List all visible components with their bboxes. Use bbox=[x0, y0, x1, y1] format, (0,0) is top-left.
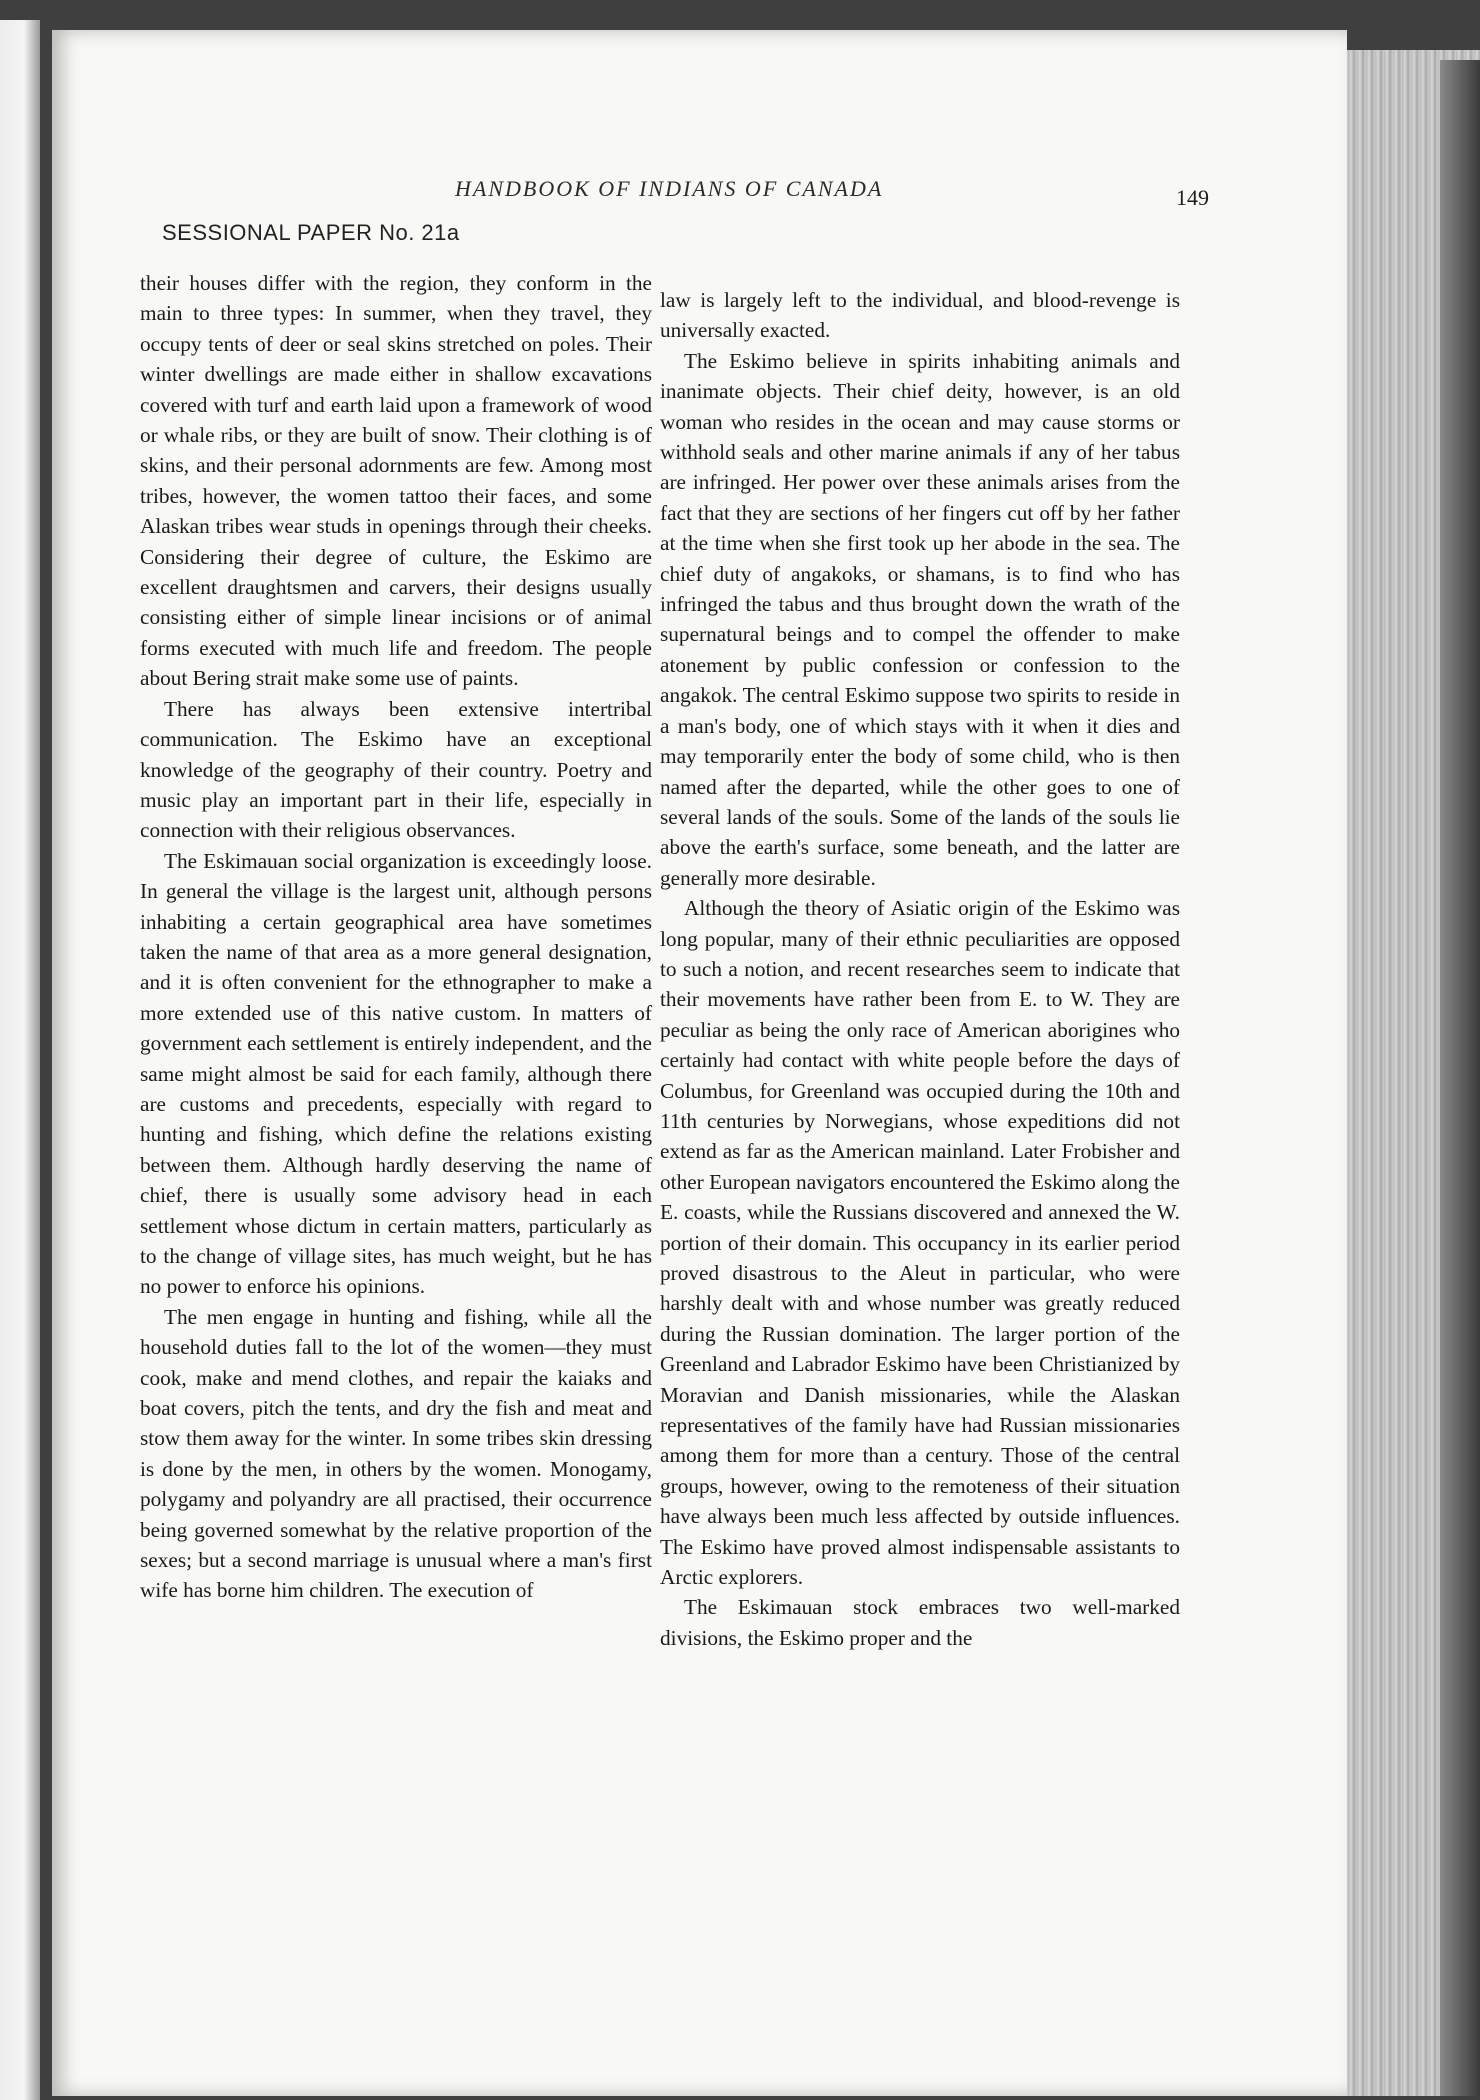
paragraph: The Eskimauan stock embraces two well-marked divisions, the Eskimo proper and the bbox=[660, 1595, 1180, 1650]
paragraph: law is largely left to the individual, and blood-revenge is universally exacted. bbox=[660, 288, 1180, 343]
paragraph: The Eskimauan social organization is exceedingly loose. In general the village is the largest unit, although persons inhabiting a certain geographical area have sometimes taken the name of that area as a more general designation, and it is often convenient for the ethnographer to make a more extended use of this native custom. In matters of government each settlement is entirely independent, and the same might almost be said for each family, although there are customs and precedents, especially with regard to hunting and fishing, which define the relations existing between them. Although hardly deserving the name of chief, there is usually some advisory head in each settlement whose dictum in certain matters, particularly as to the change of village sites, has much weight, but he has no power to enforce his opinions. bbox=[140, 848, 652, 1299]
left-column bbox=[140, 268, 652, 1606]
paragraph: The men engage in hunting and fishing, while all the household duties fall to the lot of the women—they must cook, make and mend clothes, and repair the kaiaks and boat covers, pitch the tents, and dry the fish and meat and stow them away for the winter. In some tribes skin dressing is done by the men, in others by the women. Monogamy, polygamy and polyandry are all practised, their occurrence being governed somewhat by the relative proportion of the sexes; but a second marriage is unusual where a man's first wife has borne him children. The execution of bbox=[140, 1304, 652, 1603]
right-column bbox=[660, 285, 1180, 1653]
running-head: HANDBOOK OF INDIANS OF CANADA bbox=[455, 176, 884, 201]
paragraph: their houses differ with the region, they conform in the main to three types: In summer, when they travel, they occupy tents of deer or seal skins stretched on poles. Their winter dwellings are made either in shallow excavations covered with turf and earth laid upon a framework of wood or whale ribs, or they are built of snow. Their clothing is of skins, and their personal adornments are few. Among most tribes, however, the women tattoo their faces, and some Alaskan tribes wear studs in openings through their cheeks. Considering their degree of culture, the Eskimo are excellent draughtsmen and carvers, their designs usually consisting either of simple linear incisions or of animal forms executed with much life and freedom. The people about Bering strait make some use of paints. bbox=[140, 271, 652, 691]
sessional-paper-label: SESSIONAL PAPER No. 21a bbox=[162, 220, 460, 245]
page-number: 149 bbox=[1176, 185, 1209, 210]
book-edge-shadow bbox=[1440, 60, 1480, 2096]
paragraph: Although the theory of Asiatic origin of the Eskimo was long popular, many of their ethnic peculiarities are opposed to such a notion, and recent researches seem to indicate that their movements have rather been from E. to W. They are peculiar as being the only race of American aborigines who certainly had contact with white people before the days of Columbus, for Greenland was occupied during the 10th and 11th centuries by Norwegians, whose expeditions did not extend as far as the American mainland. Later Frobisher and other European navigators encountered the Eskimo along the E. coasts, while the Russians discovered and annexed the W. portion of their domain. This occupancy in its earlier period proved disastrous to the Aleut in particular, who were harshly dealt with and whose number was greatly reduced during the Russian domination. The larger portion of the Greenland and Labrador Eskimo have been Christianized by Moravian and Danish missionaries, while the Alaskan representatives of the family have had Russian missionaries among them for more than a century. Those of the central groups, however, owing to the remoteness of their situation have always been much less affected by outside influences. The Eskimo have proved almost indispensable assistants to Arctic explorers. bbox=[660, 896, 1180, 1590]
paragraph: There has always been extensive intertribal communication. The Eskimo have an exceptional knowledge of the geography of their country. Poetry and music play an important part in their life, especially in connection with their religious observances. bbox=[140, 696, 652, 843]
facing-page-edge bbox=[0, 20, 40, 2100]
paragraph: The Eskimo believe in spirits inhabiting animals and inanimate objects. Their chief deity, however, is an old woman who resides in the ocean and may cause storms or withhold seals and other marine animals if any of her tabus are infringed. Her power over these animals arises from the fact that they are sections of her fingers cut off by her father at the time when she first took up her abode in the sea. The chief duty of angakoks, or shamans, is to find who has infringed the tabus and thus brought down the wrath of the supernatural beings and to compel the offender to make atonement by public confession or confession to the angakok. The central Eskimo suppose two spirits to reside in a man's body, one of which stays with it when it dies and may temporarily enter the body of some child, who is then named after the departed, while the other goes to one of several lands of the souls. Some of the lands of the souls lie above the earth's surface, some beneath, and the latter are generally more desirable. bbox=[660, 348, 1180, 890]
